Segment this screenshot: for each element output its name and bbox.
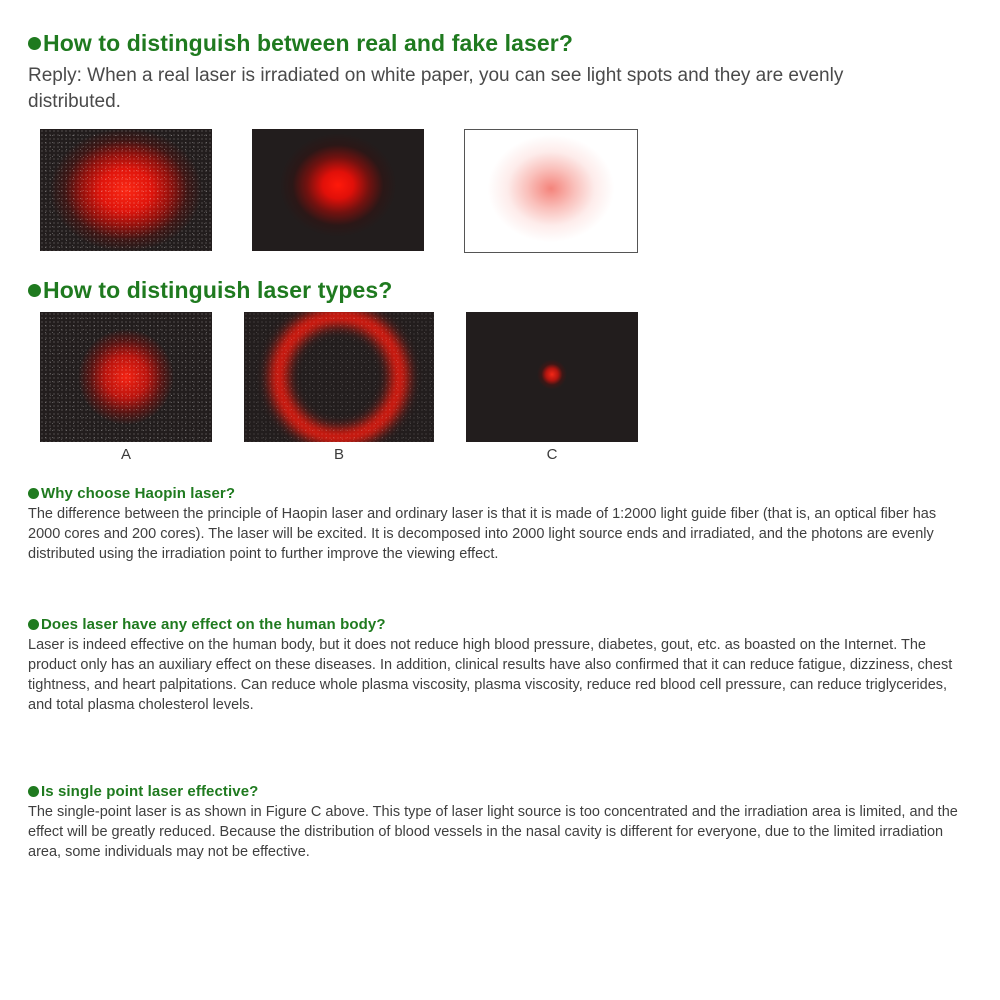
image-cell-noisy-red-spot-on-dark — [40, 129, 212, 251]
noise-layer — [40, 312, 212, 442]
image-caption-c: C — [546, 446, 558, 463]
section-why-haopin — [28, 485, 972, 564]
glow-layer — [252, 129, 424, 251]
section-laser-types — [28, 277, 972, 463]
image-cell-type-c — [466, 312, 638, 463]
bullet-icon — [28, 488, 39, 499]
spacer — [28, 721, 972, 783]
noise-layer — [244, 312, 434, 442]
heading-text: How to distinguish laser types? — [43, 277, 393, 303]
image-cell-soft-red-spot-on-white-paper — [464, 129, 638, 253]
bullet-icon — [28, 786, 39, 797]
question-heading-single-point — [28, 783, 972, 800]
body-text-why-haopin: The difference between the principle of Haopin laser and ordinary laser is that it is made of 1:2000 light guide fiber (that is, an optical fiber has 2000 cores and 200 cores). The laser will be excited. It is decomposed into 2000 light source ends and irradiated, and the photons are evenly distributed using the irradiation point to further improve the viewing effect. — [28, 506, 937, 562]
glow-layer — [465, 130, 637, 252]
question-heading-real-vs-fake — [28, 30, 972, 57]
image-small-single-point — [466, 312, 638, 442]
spacer — [28, 570, 972, 616]
heading-text: How to distinguish between real and fake laser? — [43, 30, 573, 56]
heading-text: Is single point laser effective? — [41, 783, 259, 800]
question-heading-why-haopin — [28, 485, 972, 502]
image-cell-type-a — [40, 312, 212, 463]
image-smooth-red-spot-on-dark — [252, 129, 424, 251]
bullet-icon — [28, 37, 41, 50]
image-cell-smooth-red-spot-on-dark — [252, 129, 424, 251]
image-caption-a: A — [120, 446, 131, 463]
heading-text: Does laser have any effect on the human body? — [41, 616, 386, 633]
body-text-effect-on-body: Laser is indeed effective on the human body, but it does not reduce high blood pressure, diabetes, gout, etc. as boasted on the Internet. The product only has an auxiliary effect on these diseases. In addition, clinical results have also confirmed that it can reduce fatigue, dizziness, chest tightness, and heart palpitations. Can reduce whole plasma viscosity, plasma viscosity, reduce red blood cell pressure, can reduce triglycerides, and total plasma cholesterol levels. — [28, 637, 953, 713]
spacer — [28, 469, 972, 485]
image-red-ring — [244, 312, 434, 442]
reply-text-real-vs-fake: Reply: When a real laser is irradiated on white paper, you can see light spots and they are evenly distributed. — [28, 65, 844, 112]
spacer — [28, 259, 972, 277]
bullet-icon — [28, 619, 39, 630]
image-noisy-red-spot-on-dark — [40, 129, 212, 251]
glow-layer — [466, 312, 638, 442]
image-cell-type-b — [244, 312, 434, 463]
section-real-vs-fake — [28, 30, 972, 253]
section-single-point — [28, 783, 972, 862]
heading-text: Why choose Haopin laser? — [41, 485, 236, 502]
question-heading-laser-types — [28, 277, 972, 304]
image-soft-red-spot-on-white-paper — [464, 129, 638, 253]
image-row-laser-types — [40, 312, 972, 463]
question-heading-effect-on-body — [28, 616, 972, 633]
noise-layer — [40, 129, 212, 251]
bullet-icon — [28, 284, 41, 297]
body-text-single-point: The single-point laser is as shown in Figure C above. This type of laser light source is too concentrated and the irradiation area is limited, and the effect will be greatly reduced. Because the distribution of blood vessels in the nasal cavity is different for everyone, due to the limited irradiation area, some individuals may not be effective. — [28, 804, 958, 860]
section-effect-on-body — [28, 616, 972, 715]
image-speckled-red-disc — [40, 312, 212, 442]
image-caption-b: B — [333, 446, 344, 463]
image-row-real-vs-fake — [40, 129, 972, 253]
